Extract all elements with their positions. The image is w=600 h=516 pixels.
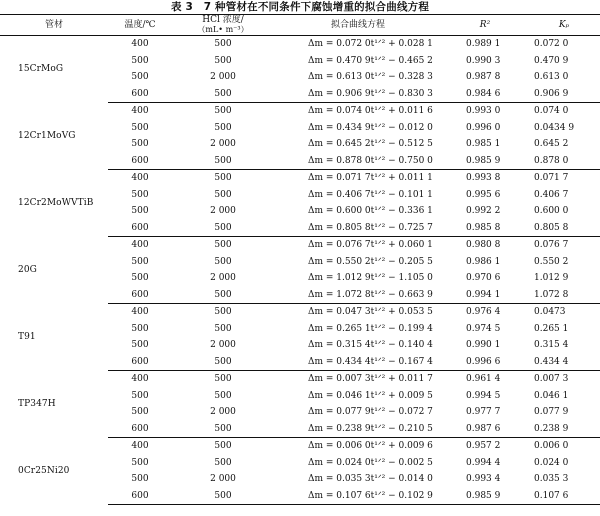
hcl-concentration-cell: 500	[172, 86, 274, 103]
r2-cell: 0.985 9	[442, 153, 528, 170]
r2-cell: 0.985 8	[442, 220, 528, 237]
hcl-concentration-cell: 500	[172, 488, 274, 505]
temperature-cell: 500	[131, 323, 149, 334]
kp-cell: 1.012 9	[534, 273, 569, 283]
equation-cell: Δm = 0.406 7t¹ᐟ² − 0.101 1	[308, 189, 433, 200]
r2-cell: 0.987 6	[442, 421, 528, 438]
r2-cell: 0.993 0	[466, 106, 501, 116]
equation-cell: Δm = 0.265 1t¹ᐟ² − 0.199 4	[308, 323, 433, 334]
hcl-concentration-cell: 500	[172, 287, 274, 304]
equation-cell: Δm = 0.600 0t¹ᐟ² − 0.336 1	[308, 206, 433, 216]
header-r2: R²	[442, 15, 528, 36]
equation-cell: Δm = 0.035 3t¹ᐟ² − 0.014 0	[308, 474, 433, 484]
temperature-cell: 500	[131, 457, 149, 468]
temperature-cell: 400	[131, 374, 149, 384]
temperature-cell: 600	[108, 287, 172, 304]
equation-cell: Δm = 0.315 4t¹ᐟ² − 0.140 4	[308, 340, 433, 350]
header-temperature: 温度/℃	[108, 15, 172, 36]
kp-cell: 0.006 0	[534, 441, 569, 451]
r2-cell: 0.986 1	[466, 256, 501, 267]
hcl-concentration-cell: 2 000	[210, 139, 236, 149]
material-cell: T91	[18, 331, 36, 342]
equation-cell: Δm = 0.024 0t¹ᐟ² − 0.002 5	[308, 457, 433, 468]
r2-cell: 0.961 4	[466, 374, 501, 384]
material-cell: TP347H	[18, 398, 56, 409]
temperature-cell: 500	[131, 55, 149, 66]
kp-cell: 0.645 2	[534, 139, 569, 149]
temperature-cell: 400	[131, 307, 149, 317]
r2-cell: 0.985 1	[466, 139, 501, 149]
table-row	[0, 438, 600, 455]
kp-cell: 0.406 7	[534, 189, 569, 200]
equation-cell: Δm = 0.434 4t¹ᐟ² − 0.167 4	[274, 354, 442, 371]
table-caption: 表 3 7 种管材在不同条件下腐蚀增重的拟合曲线方程	[170, 1, 430, 13]
table-row	[0, 304, 600, 321]
header-hcl-concentration	[172, 15, 274, 36]
equation-cell: Δm = 0.074 0t¹ᐟ² + 0.011 6	[308, 106, 433, 116]
hcl-concentration-cell: 500	[172, 220, 274, 237]
temperature-cell: 600	[108, 86, 172, 103]
equation-cell: Δm = 0.906 9t¹ᐟ² − 0.830 3	[274, 86, 442, 103]
kp-cell: 0.035 3	[534, 474, 569, 484]
hcl-concentration-cell: 500	[214, 441, 232, 451]
temperature-cell: 400	[131, 441, 149, 451]
temperature-cell: 600	[108, 488, 172, 505]
hcl-concentration-cell: 2 000	[210, 273, 236, 283]
header-equation: 拟合曲线方程	[274, 15, 442, 36]
kp-cell: 0.072 0	[534, 39, 569, 49]
header-hcl-line1: HCl 浓度/	[202, 15, 244, 25]
temperature-cell: 600	[108, 153, 172, 170]
equation-cell: Δm = 0.805 8t¹ᐟ² − 0.725 7	[274, 220, 442, 237]
kp-cell: 0.0473	[534, 307, 566, 317]
equation-cell: Δm = 1.072 8t¹ᐟ² − 0.663 9	[274, 287, 442, 304]
hcl-concentration-cell: 500	[172, 153, 274, 170]
table-row	[0, 170, 600, 187]
hcl-concentration-cell: 500	[214, 189, 232, 200]
r2-cell: 0.977 7	[466, 407, 501, 417]
kp-cell: 0.878 0	[528, 153, 600, 170]
equation-cell: Δm = 0.007 3t¹ᐟ² + 0.011 7	[308, 374, 433, 384]
kp-cell: 1.072 8	[528, 287, 600, 304]
equation-cell: Δm = 0.047 3t¹ᐟ² + 0.053 5	[308, 307, 433, 317]
kp-cell: 0.074 0	[534, 106, 569, 116]
kp-cell: 0.315 4	[534, 340, 569, 350]
equation-cell: Δm = 0.076 7t¹ᐟ² + 0.060 1	[308, 240, 433, 250]
r2-cell: 0.970 6	[466, 273, 501, 283]
r2-cell: 0.990 1	[466, 340, 501, 350]
r2-cell: 0.974 5	[466, 323, 501, 334]
table-body	[0, 36, 600, 505]
r2-cell: 0.994 5	[466, 390, 501, 401]
kp-cell: 0.906 9	[528, 86, 600, 103]
equation-cell: Δm = 0.107 6t¹ᐟ² − 0.102 9	[274, 488, 442, 505]
equation-cell: Δm = 0.550 2t¹ᐟ² − 0.205 5	[308, 256, 433, 267]
temperature-cell: 500	[131, 256, 149, 267]
table-row	[0, 36, 600, 53]
material-cell: 12Cr2MoWVTiB	[18, 197, 94, 208]
temperature-cell: 400	[131, 106, 149, 116]
hcl-concentration-cell: 500	[214, 323, 232, 334]
hcl-concentration-cell: 500	[214, 256, 232, 267]
r2-cell: 0.996 6	[442, 354, 528, 371]
equation-cell: Δm = 0.006 0t¹ᐟ² + 0.009 6	[308, 441, 433, 451]
temperature-cell: 500	[131, 206, 149, 216]
temperature-cell: 600	[108, 220, 172, 237]
equation-cell: Δm = 0.238 9t¹ᐟ² − 0.210 5	[274, 421, 442, 438]
r2-cell: 0.992 2	[466, 206, 501, 216]
hcl-concentration-cell: 2 000	[210, 206, 236, 216]
r2-cell: 0.994 1	[442, 287, 528, 304]
kp-cell: 0.077 9	[534, 407, 569, 417]
r2-cell: 0.985 9	[442, 488, 528, 505]
r2-cell: 0.984 6	[442, 86, 528, 103]
hcl-concentration-cell: 500	[214, 173, 232, 183]
hcl-concentration-cell: 2 000	[210, 407, 236, 417]
kp-cell: 0.613 0	[534, 72, 569, 82]
kp-cell: 0.107 6	[528, 488, 600, 505]
r2-cell: 0.995 6	[466, 189, 501, 200]
r2-cell: 0.989 1	[466, 39, 501, 49]
r2-cell: 0.994 4	[466, 457, 501, 468]
temperature-cell: 400	[131, 173, 149, 183]
r2-cell: 0.976 4	[466, 307, 501, 317]
temperature-cell: 600	[108, 421, 172, 438]
temperature-cell: 500	[131, 340, 149, 350]
equation-cell: Δm = 0.434 9t¹ᐟ² − 0.012 0	[308, 122, 433, 133]
r2-cell: 0.980 8	[466, 240, 501, 250]
hcl-concentration-cell: 2 000	[210, 72, 236, 82]
r2-cell: 0.993 8	[466, 173, 501, 183]
material-cell: 12Cr1MoVG	[18, 130, 76, 141]
temperature-cell: 500	[131, 273, 149, 283]
kp-cell: 0.071 7	[534, 173, 569, 183]
table-row	[0, 371, 600, 388]
hcl-concentration-cell: 500	[214, 374, 232, 384]
hcl-concentration-cell: 500	[214, 106, 232, 116]
table-row	[0, 103, 600, 120]
r2-cell: 0.957 2	[466, 441, 501, 451]
kp-cell: 0.007 3	[534, 374, 569, 384]
kp-cell: 0.550 2	[534, 256, 569, 267]
material-cell: 15CrMoG	[18, 64, 64, 74]
kp-cell: 0.238 9	[528, 421, 600, 438]
material-cell: 20G	[18, 264, 37, 275]
temperature-cell: 500	[131, 189, 149, 200]
equation-cell: Δm = 0.613 0t¹ᐟ² − 0.328 3	[308, 72, 433, 82]
temperature-cell: 500	[131, 72, 149, 82]
hcl-concentration-cell: 500	[172, 421, 274, 438]
hcl-concentration-cell: 500	[214, 307, 232, 317]
r2-cell: 0.996 0	[466, 122, 501, 133]
hcl-concentration-cell: 500	[214, 390, 232, 401]
hcl-concentration-cell: 500	[214, 122, 232, 133]
equation-cell: Δm = 0.470 9t¹ᐟ² − 0.465 2	[308, 55, 433, 66]
equation-cell: Δm = 0.645 2t¹ᐟ² − 0.512 5	[308, 139, 433, 149]
temperature-cell: 500	[131, 407, 149, 417]
kp-cell: 0.0434 9	[534, 122, 575, 133]
kp-cell: 0.076 7	[534, 240, 569, 250]
temperature-cell: 400	[131, 39, 149, 49]
kp-cell: 0.805 8	[528, 220, 600, 237]
temperature-cell: 500	[131, 390, 149, 401]
equation-cell: Δm = 0.077 9t¹ᐟ² − 0.072 7	[308, 407, 433, 417]
temperature-cell: 600	[108, 354, 172, 371]
fitting-equation-table	[0, 14, 600, 505]
r2-cell: 0.990 3	[466, 55, 501, 66]
temperature-cell: 400	[131, 240, 149, 250]
r2-cell: 0.993 4	[466, 474, 501, 484]
hcl-concentration-cell: 2 000	[210, 474, 236, 484]
kp-cell: 0.265 1	[534, 323, 569, 334]
header-kp: Kₚ	[528, 15, 600, 36]
equation-cell: Δm = 0.046 1t¹ᐟ² + 0.009 5	[308, 390, 433, 401]
hcl-concentration-cell: 500	[172, 354, 274, 371]
kp-cell: 0.024 0	[534, 457, 569, 468]
table-row	[0, 237, 600, 254]
r2-cell: 0.987 8	[466, 72, 501, 82]
header-hcl-line2: （mL• m⁻³）	[197, 25, 249, 34]
kp-cell: 0.434 4	[528, 354, 600, 371]
header-row	[0, 15, 600, 36]
equation-cell: Δm = 1.012 9t¹ᐟ² − 1.105 0	[308, 273, 433, 283]
temperature-cell: 500	[131, 474, 149, 484]
equation-cell: Δm = 0.072 0t¹ᐟ² + 0.028 1	[308, 39, 433, 49]
kp-cell: 0.046 1	[534, 390, 569, 401]
equation-cell: Δm = 0.878 0t¹ᐟ² − 0.750 0	[274, 153, 442, 170]
temperature-cell: 500	[131, 139, 149, 149]
hcl-concentration-cell: 500	[214, 39, 232, 49]
equation-cell: Δm = 0.071 7t¹ᐟ² + 0.011 1	[308, 173, 433, 183]
hcl-concentration-cell: 2 000	[210, 340, 236, 350]
temperature-cell: 500	[131, 122, 149, 133]
hcl-concentration-cell: 500	[214, 457, 232, 468]
kp-cell: 0.600 0	[534, 206, 569, 216]
material-cell: 0Cr25Ni20	[18, 465, 70, 476]
kp-cell: 0.470 9	[534, 55, 569, 66]
hcl-concentration-cell: 500	[214, 240, 232, 250]
hcl-concentration-cell: 500	[214, 55, 232, 66]
header-material: 管材	[0, 15, 108, 36]
